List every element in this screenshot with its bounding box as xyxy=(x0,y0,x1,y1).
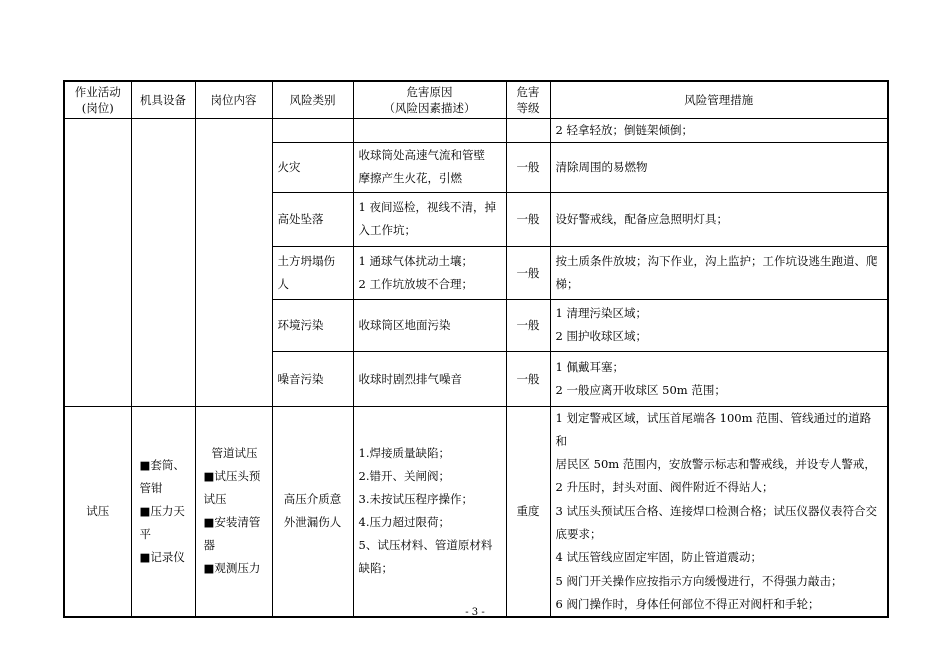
table-row-pressure-test xyxy=(64,406,888,617)
measures-cell: 1 划定警戒区域，试压首尾端各 100m 范围、管线通过的道路和 居民区 50m 范围内，安放警示标志和警戒线，并设专人警戒， 2 升压时，封头对面、阀件附近不得站人； 3 试压头预试压合格、连接焊口检测合格；试压仪器仪表符合交 底要求； 4 试压管线应固定牢固，防止管道震动； 5 阀门开关操作应按指示方向缓慢进行，不得强力敲击； 6 阀门操作时，身体任何部位不得正对阀杆和手轮； xyxy=(550,406,888,617)
risk-type-cell: 土方坍塌伤 人 xyxy=(272,246,353,299)
post-cell-empty xyxy=(195,118,272,406)
header-cause: 危害原因 （风险因素描述） xyxy=(353,81,506,118)
measures-cell: 清除周围的易燃物 xyxy=(550,142,888,192)
header-activity: 作业活动 (岗位) xyxy=(64,81,131,118)
table-row xyxy=(64,118,888,142)
header-post: 岗位内容 xyxy=(195,81,272,118)
measures-cell: 1 清理污染区域； 2 围护收球区域； xyxy=(550,299,888,351)
measures-cell: 设好警戒线，配备应急照明灯具； xyxy=(550,192,888,246)
page-number: - 3 - xyxy=(465,607,485,618)
header-row xyxy=(64,81,888,118)
level-cell: 一般 xyxy=(506,192,550,246)
risk-type-cell: 高处坠落 xyxy=(272,192,353,246)
cause-cell: 1 通球气体扰动土壤； 2 工作坑放坡不合理； xyxy=(353,246,506,299)
equipment-cell: ■套筒、 管钳 ■压力天 平 ■记录仪 xyxy=(131,406,195,617)
risk-type-cell: 环境污染 xyxy=(272,299,353,351)
cause-cell xyxy=(353,118,506,142)
level-cell: 一般 xyxy=(506,299,550,351)
cause-cell: 收球筒区地面污染 xyxy=(353,299,506,351)
cause-cell: 收球时剧烈排气噪音 xyxy=(353,351,506,406)
risk-type-cell xyxy=(272,118,353,142)
equipment-cell-empty xyxy=(131,118,195,406)
risk-type-cell: 噪音污染 xyxy=(272,351,353,406)
cause-cell: 1 夜间巡检，视线不清，掉 入工作坑； xyxy=(353,192,506,246)
header-level: 危害 等级 xyxy=(506,81,550,118)
level-cell: 一般 xyxy=(506,142,550,192)
post-cell: 管道试压 ■试压头预 试压 ■安装清管 器 ■观测压力 xyxy=(195,406,272,617)
header-risk-type: 风险类别 xyxy=(272,81,353,118)
risk-type-cell: 火灾 xyxy=(272,142,353,192)
activity-cell: 试压 xyxy=(64,406,131,617)
cause-cell: 收球筒处高速气流和管壁 摩擦产生火花，引燃 xyxy=(353,142,506,192)
header-equipment: 机具设备 xyxy=(131,81,195,118)
level-cell xyxy=(506,118,550,142)
measures-cell: 2 轻拿轻放；倒链架倾倒； xyxy=(550,118,888,142)
measures-cell: 1 佩戴耳塞； 2 一般应离开收球区 50m 范围； xyxy=(550,351,888,406)
risk-assessment-table xyxy=(63,80,889,618)
level-cell: 一般 xyxy=(506,351,550,406)
cause-cell: 1.焊接质量缺陷； 2.错开、关闸阀； 3.未按试压程序操作； 4.压力超过限荷； 5、试压材料、管道原材料 缺陷； xyxy=(353,406,506,617)
activity-cell-empty xyxy=(64,118,131,406)
risk-type-cell: 高压介质意 外泄漏伤人 xyxy=(272,406,353,617)
header-measures: 风险管理措施 xyxy=(550,81,888,118)
measures-cell: 按土质条件放坡；沟下作业，沟上监护；工作坑设逃生跑道、爬 梯； xyxy=(550,246,888,299)
level-cell: 一般 xyxy=(506,246,550,299)
level-cell: 重度 xyxy=(506,406,550,617)
